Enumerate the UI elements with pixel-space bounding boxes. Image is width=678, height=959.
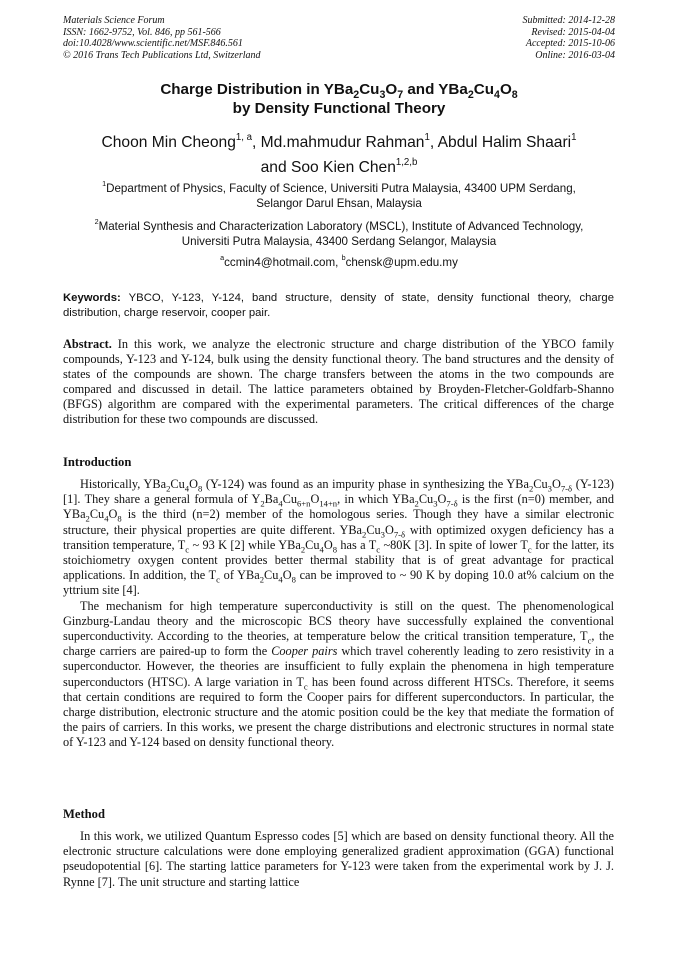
- publication-dates: [523, 15, 616, 61]
- date-revised: Revised: 2015-04-04: [531, 26, 615, 38]
- paragraph: Historically, $YBa_2Cu_4O_8$ (Y-124) was found as an impurity phase in synthesizing the $YBa_2Cu_3O_{7-\delta}$ (Y-123) [1]. They share a general formula of $Y_2Ba_4Cu_{6+n}O_{14+n}$, in which $YBa_2Cu_3O_{7-\delta}$ is the first (n=0) member, and $YBa_2Cu_4O_8$ is the third (n=2) member of the homologous series. Though they have a similar electronic structure, their physical properties are quite different. $YBa_2Cu_3O_{7-\delta}$ with optimized oxygen deficiency has a transition temperature, $T_c$ ~ 93 K [2] while $YBa_2Cu_4O_8$ has a $T_c$ ~80K [3]. In spite of lower $T_c$ for the latter, its stoichiometry oxygen content provides better thermal stability that is of great advantage for practical applications. In addition, the $T_c$ of $YBa_2Cu_4O_8$ can be improved to ~ 90 K by doping 10.0 at% calcium on the yttrium site [4].: [63, 477, 614, 598]
- author-emails: $^a$ccmin4@hotmail.com, $^b$chensk@upm.edu.my: [220, 253, 458, 269]
- author-name: , Md.mahmudur Rahman: [251, 134, 425, 151]
- author-name: Choon Min Cheong: [101, 134, 236, 151]
- journal-info: [63, 15, 261, 61]
- affiliation-1: $^1$Department of Physics, Faculty of Science, Universiti Putra Malaysia, 43400 UPM Serdang, Selangor Darul Ehsan, Malaysia: [102, 179, 576, 210]
- introduction-body: [63, 477, 614, 751]
- journal-doi: doi:10.4028/www.scientific.net/MSF.846.561: [63, 38, 243, 50]
- author-name: , Abdul Halim Shaari: [429, 134, 572, 151]
- email-link[interactable]: ccmin4@hotmail.com,: [224, 256, 342, 269]
- keywords-label: Keywords:: [63, 292, 121, 304]
- author-list: [40, 130, 638, 180]
- affiliation-2: $^2$Material Synthesis and Characterization Laboratory (MSCL), Institute of Advanced Technology, Universiti Putra Malaysia, 43400 Serdang Selangor, Malaysia: [94, 217, 584, 248]
- journal-issn: ISSN: 1662-9752, Vol. 846, pp 561-566: [63, 26, 221, 38]
- title-line-1: Charge Distribution in $YBa_2Cu_3O_7$ and $YBa_2Cu_4O_8$: [160, 81, 518, 102]
- journal-name: Materials Science Forum: [63, 15, 165, 26]
- email-link[interactable]: chensk@upm.edu.my: [345, 256, 458, 269]
- keywords: [63, 291, 614, 321]
- date-accepted: Accepted: 2015-10-06: [525, 38, 615, 50]
- journal-copyright: © 2016 Trans Tech Publications Ltd, Switzerland: [63, 49, 261, 61]
- abstract-label: Abstract.: [63, 337, 112, 351]
- paragraph: In this work, we utilized Quantum Espresso codes [5] which are based on density functional theory. All the electronic structure calculations were done employing generalized gradient approximation (GGA) functional pseudopotential [6]. The starting lattice parameters for Y-123 were taken from the experimental work by J. J. Rynne [7]. The unit structure and starting lattice: [63, 829, 614, 889]
- abstract: [63, 337, 614, 426]
- author-name: and Soo Kien Chen: [260, 159, 396, 176]
- paper-title: [40, 80, 638, 118]
- abstract-text: In this work, we analyze the electronic structure and charge distribution of the YBCO family compounds, Y-123 and Y-124, bulk using the density functional theory. The band structures and the density of states of the compounds are shown. The charge transfers between the atoms in the two compounds are compared and discussed in detail. The lattice parameters obtained by Broyden-Fletcher-Goldfarb-Shanno (BFGS) algorithm are compared with the experimental parameters. The critical differences of the charge distribution for these two compounds are discussed.: [63, 337, 614, 426]
- section-heading-introduction: Introduction: [63, 455, 132, 469]
- keywords-text: YBCO, Y-123, Y-124, band structure, density of state, density functional theory, charge distribution, charge reservoir, cooper pair.: [63, 292, 614, 319]
- authors-line-1: Choon Min Cheong$^{1, a}$, Md.mahmudur Rahman$^1$, Abdul Halim Shaari$^1$: [101, 131, 577, 151]
- paragraph: The mechanism for high temperature superconductivity is still on the quest. The phenomenological Ginzburg-Landau theory and the microscopic BCS theory have successfully explained the conventional superconductivity. According to the theories, at temperature below the critical transition temperature, $T_c$, the charge carriers are paired-up to form the Cooper pairs which travel coherently leading to zero resistivity in a superconductor. However, the theories are insufficient to fully explain the phenomena in high temperature superconductors (HTSC). A large variation in $T_c$ has been found across different HTSCs. Therefore, it seems that certain conditions are required to form the Cooper pairs for different superconductors. In particular, the charge distribution, electronic structure and the atomic position could be the key that mediate the formation of the pairs of carriers. In this works, we present the charge distributions and electronic structures in normal state of Y-123 and Y-124 based on density functional theory.: [63, 598, 615, 750]
- title-line-2: by Density Functional Theory: [232, 100, 446, 117]
- method-body: [63, 829, 614, 890]
- section-heading-method: Method: [63, 807, 105, 821]
- authors-line-2: and Soo Kien Chen$^{1,2,b}$: [260, 156, 418, 176]
- date-submitted: Submitted: 2014-12-28: [522, 15, 615, 26]
- date-online: Online: 2016-03-04: [535, 49, 615, 61]
